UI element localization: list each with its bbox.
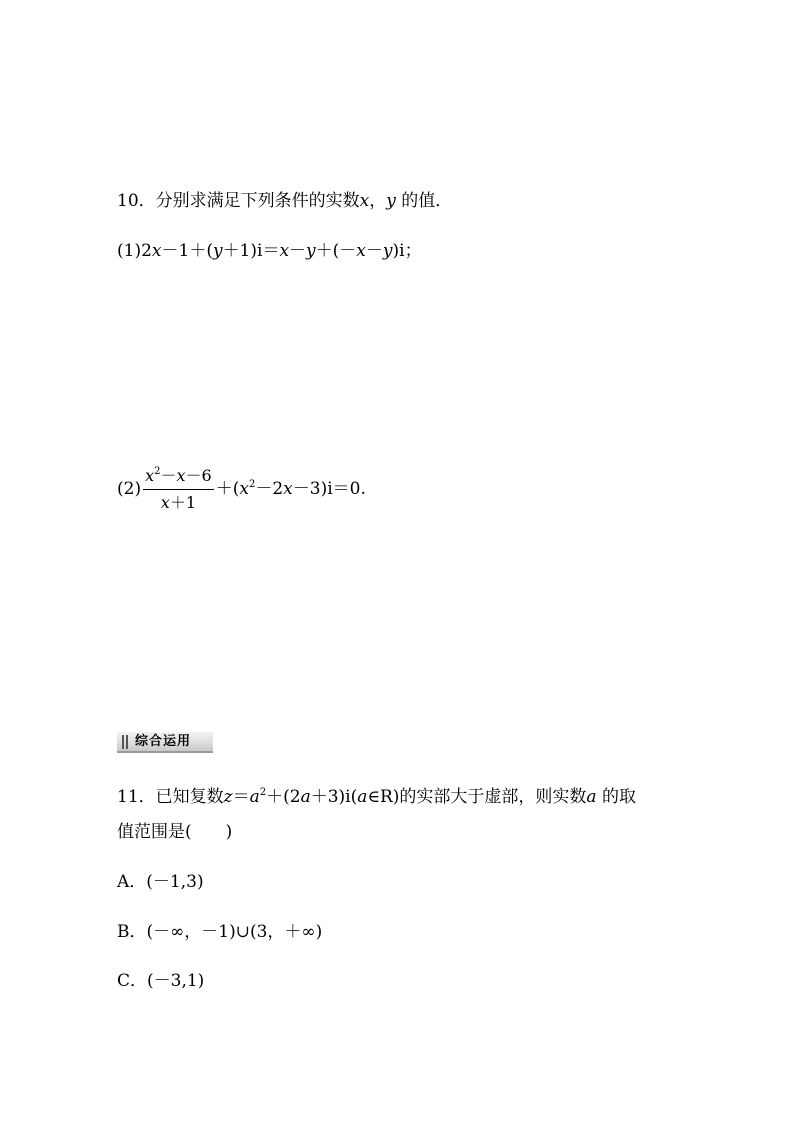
question-10 xyxy=(117,189,452,213)
question-number: 11． xyxy=(117,787,156,807)
variable-y: y xyxy=(212,241,223,261)
variable-x: x xyxy=(160,493,170,512)
question-text: 的取 xyxy=(596,787,636,807)
question-text: 已知复数 xyxy=(155,787,224,807)
variable-x: x xyxy=(151,241,162,261)
variable-x: x xyxy=(176,466,186,485)
variable-a: a xyxy=(249,787,260,807)
eq-text: ＋( xyxy=(215,479,240,499)
equation-part-1 xyxy=(117,239,422,263)
eq-text: － xyxy=(289,241,307,261)
variable-x: x xyxy=(359,191,370,211)
variable-z: z xyxy=(223,787,233,807)
question-11 xyxy=(117,785,636,809)
eq-text: ＝ xyxy=(232,787,250,807)
fraction xyxy=(143,466,214,513)
question-11-line-2: 值范围是( ) xyxy=(117,822,233,842)
fraction-denominator xyxy=(143,490,214,513)
variable-y: y xyxy=(386,191,396,211)
equation-part-2 xyxy=(117,466,366,513)
eq-text: － xyxy=(365,241,383,261)
question-number: 10． xyxy=(117,191,156,211)
variable-a: a xyxy=(300,787,311,807)
variable-x: x xyxy=(145,466,155,485)
variable-x: x xyxy=(283,479,293,499)
variable-x: x xyxy=(356,241,366,261)
eq-text: －2 xyxy=(255,479,284,499)
eq-text: ＋3)i( xyxy=(310,787,358,807)
double-bar-icon xyxy=(122,735,128,749)
section-label: 综合运用 xyxy=(135,734,192,749)
section-badge xyxy=(117,732,213,753)
variable-y: y xyxy=(382,241,393,261)
variable-y: y xyxy=(306,241,316,261)
eq-text: ＋(－ xyxy=(315,241,357,261)
eq-text: －1＋( xyxy=(161,241,213,261)
variable-a: a xyxy=(357,787,368,807)
eq-text: (1)2 xyxy=(117,241,152,261)
exponent: 2 xyxy=(154,466,161,477)
eq-text: －3)i＝0. xyxy=(292,479,366,499)
question-text: 的值． xyxy=(395,191,453,211)
option-c: C．(－3,1) xyxy=(117,971,205,991)
option-b: B．(－∞，－1)∪(3，＋∞) xyxy=(117,922,323,942)
variable-x: x xyxy=(279,241,290,261)
question-text: 分别求满足下列条件的实数 xyxy=(155,191,360,211)
punctuation: ， xyxy=(369,191,387,211)
eq-text: ＋1)i＝ xyxy=(222,241,280,261)
eq-text: ＋1 xyxy=(169,493,197,512)
exponent: 2 xyxy=(248,479,256,490)
exponent: 2 xyxy=(259,787,267,798)
eq-text: ＋(2 xyxy=(266,787,301,807)
eq-text: －6 xyxy=(185,466,212,485)
option-a: A．(－1,3) xyxy=(117,872,204,892)
eq-text: － xyxy=(160,466,177,485)
eq-text: )i； xyxy=(392,241,422,261)
variable-a: a xyxy=(586,787,597,807)
part-label: (2) xyxy=(117,479,142,499)
fraction-numerator xyxy=(143,466,214,490)
question-text: ∈R)的实部大于虚部，则实数 xyxy=(367,787,587,807)
variable-x: x xyxy=(239,479,249,499)
